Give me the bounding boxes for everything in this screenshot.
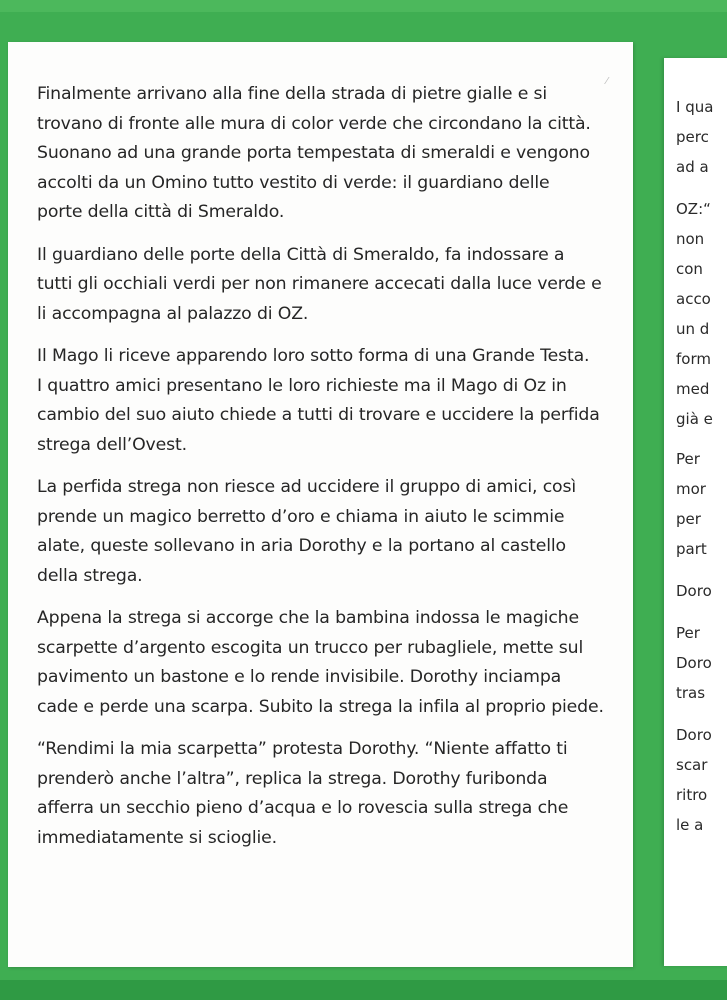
text-line: accolti da un Omino tutto vestito di verde: il guardiano delle (37, 172, 550, 193)
right-page-line: part (676, 540, 707, 558)
right-page-line: Doro (676, 654, 712, 672)
right-page-line: già e (676, 410, 713, 428)
right-page (664, 58, 727, 966)
text-line: cambio del suo aiuto chiede a tutti di trovare e uccidere la perfida (37, 405, 600, 425)
paragraph (37, 342, 627, 460)
paragraph (37, 241, 627, 330)
text-line: Suonano ad una grande porta tempestata di smeraldi e vengono (37, 143, 590, 163)
text-line: alate, queste sollevano in aria Dorothy e la portano al castello (37, 536, 566, 556)
text-line: trovano di fronte alle mura di color verde che circondano la città. (37, 113, 591, 134)
text-line: tutti gli occhiali verdi per non rimanere accecati dalla luce verde e (37, 274, 602, 294)
right-page-line: tras (676, 684, 706, 702)
text-line: scarpette d’argento escogita un trucco per rubagliele, mette sul (37, 637, 584, 658)
right-page-line: le a (676, 816, 704, 834)
paragraph (37, 735, 627, 853)
text-line: prende un magico berretto d’oro e chiama in aiuto le scimmie (37, 506, 565, 527)
right-page-line: un d (676, 320, 710, 338)
text-line: “Rendimi la mia scarpetta” protesta Dorothy. “Niente affatto ti (37, 739, 568, 759)
background-bottom (0, 980, 727, 1000)
text-line: immediatamente si scioglie. (37, 827, 277, 848)
right-page-line: Doro (676, 726, 712, 744)
left-page (8, 42, 633, 967)
text-line: Finalmente arrivano alla fine della strada di pietre gialle e si (37, 84, 548, 104)
text-line: strega dell’Ovest. (37, 434, 187, 455)
right-page-line: acco (676, 290, 711, 308)
paragraph (37, 80, 627, 228)
right-page-line: per (676, 510, 701, 528)
text-line: pavimento un bastone e lo rende invisibile. Dorothy inciampa (37, 667, 562, 687)
text-line: afferra un secchio pieno d’acqua e lo rovescia sulla strega che (37, 798, 569, 818)
right-page-line: non (676, 230, 705, 248)
right-page-line: ritro (676, 786, 708, 804)
right-page-line: Per (676, 450, 700, 468)
text-line: cade e perde una scarpa. Subito la strega la infila al proprio piede. (37, 696, 604, 717)
text-line: della strega. (37, 565, 143, 586)
right-page-line: OZ:“ (676, 200, 711, 218)
right-page-line: con (676, 260, 703, 278)
right-page-line: Per (676, 624, 700, 642)
right-page-line: mor (676, 480, 706, 498)
text-line: I quattro amici presentano le loro richieste ma il Mago di Oz in (37, 375, 567, 396)
paragraph (37, 473, 627, 591)
right-page-line: form (676, 350, 711, 368)
text-line: Appena la strega si accorge che la bambina indossa le magiche (37, 608, 579, 628)
pen-mark: ⁄ (606, 76, 608, 87)
right-page-line: med (676, 380, 710, 398)
right-page-line: Doro (676, 582, 712, 600)
right-page-line: scar (676, 756, 708, 774)
text-line: li accompagna al palazzo di OZ. (37, 303, 309, 324)
text-line: porte della città di Smeraldo. (37, 202, 285, 222)
paragraph (37, 604, 627, 722)
story-text (37, 80, 627, 866)
right-page-line: I qua (676, 98, 714, 116)
text-line: Il guardiano delle porte della Città di Smeraldo, fa indossare a (37, 244, 565, 265)
background-top (0, 0, 727, 12)
text-line: La perfida strega non riesce ad uccidere il gruppo di amici, così (37, 477, 576, 497)
text-line: Il Mago li riceve apparendo loro sotto forma di una Grande Testa. (37, 346, 590, 366)
right-page-line: ad a (676, 158, 709, 176)
text-line: prenderò anche l’altra”, replica la strega. Dorothy furibonda (37, 768, 548, 789)
right-page-line: perc (676, 128, 709, 146)
